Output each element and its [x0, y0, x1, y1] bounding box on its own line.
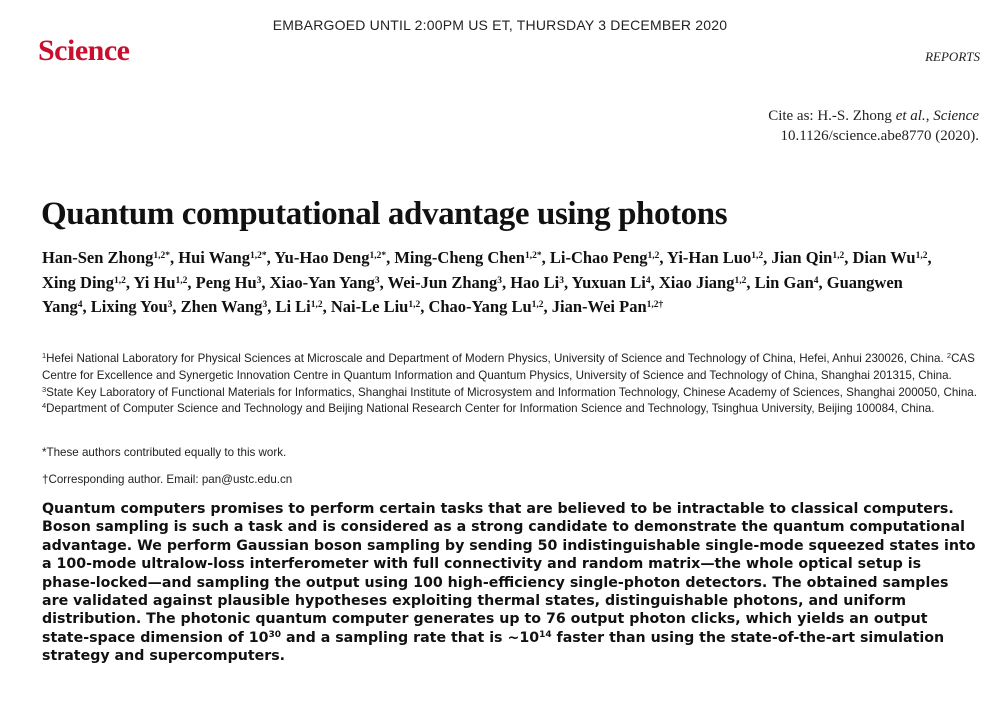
- author-name: Xiao-Yan Yang: [269, 272, 375, 292]
- author: Jian Qin$^{1,2}$,: [771, 248, 853, 267]
- author-name: Guangwen Yang: [42, 272, 903, 316]
- author-affiliation-marker: 1,2: [175, 275, 188, 286]
- abstract-part-1: Quantum computers promises to perform certain tasks that are believed to be intractable to classical computers. Boson sampling is such a task and is considered as a strong candidate to demonstrate the quantum computational advantage. We perform Gaussian boson sampling by sending 50 indistinguishable single-mode squeezed states into a 100-mode ultralow-loss interferometer with full connectivity and random matrix—the whole optical setup is phase-locked—and sampling the output using 100 high-efficiency single-photon detectors. The obtained samples are validated against plausible hypotheses exploiting thermal states, distinguishable photons, and uniform distribution. The photonic quantum computer generates up to 76 output photon clicks, which yields an output state-space dimension of 10: [42, 501, 976, 646]
- affiliation-number: 1: [42, 351, 47, 360]
- author-name: Peng Hu: [195, 272, 257, 292]
- author: Li-Chao Peng$^{1,2}$,: [549, 248, 668, 267]
- author-affiliation-marker: 1,2*: [524, 251, 542, 261]
- author: Xiao Jiang$^{1,2}$,: [658, 272, 755, 292]
- author-affiliation-marker: 1,2: [531, 300, 544, 310]
- author-name: Nai-Le Liu: [330, 297, 409, 316]
- corresponding-author-note: †Corresponding author. Email: pan@ustc.edu.cn: [42, 473, 293, 486]
- author-affiliation-marker: 4: [77, 300, 83, 310]
- author-list: [42, 246, 942, 320]
- author: Dian Wu$^{1,2}$,: [852, 248, 932, 267]
- citation-doi: 10.1126/science.abe8770 (2020).: [780, 128, 979, 144]
- author-affiliation-marker: 3: [497, 275, 502, 286]
- author-name: Lixing You: [90, 297, 168, 316]
- author-affiliation-marker: 1,2: [751, 251, 764, 261]
- abstract-part-2: and a sampling rate that is ~10: [281, 629, 540, 646]
- affiliation-number: 4: [42, 401, 47, 411]
- author-name: Xiao Jiang: [658, 272, 735, 292]
- author: Xiao-Yan Yang$^3$,: [269, 272, 388, 292]
- author-affiliation-marker: 1,2†: [646, 300, 664, 310]
- author: Han-Sen Zhong$^{1,2*}$,: [42, 248, 179, 267]
- author-affiliation-marker: 1,2: [647, 251, 660, 261]
- author: Xing Ding$^{1,2}$,: [42, 272, 134, 292]
- author-affiliation-marker: 1,2: [113, 275, 126, 286]
- author-name: Yi Hu: [133, 272, 176, 292]
- embargo-notice: EMBARGOED UNTIL 2:00PM US ET, THURSDAY 3 DECEMBER 2020: [272, 17, 728, 33]
- author: Lixing You$^3$,: [90, 297, 181, 316]
- citation: [768, 106, 979, 146]
- journal-logo: Science: [38, 34, 130, 67]
- author-affiliation-marker: 3: [374, 275, 380, 286]
- author: Lin Gan$^4$,: [754, 272, 827, 292]
- author-name: Wei-Jun Zhang: [387, 272, 498, 292]
- author-name: Jian-Wei Pan: [551, 297, 647, 316]
- author-affiliation-marker: 3: [559, 275, 565, 286]
- author: Yi Hu$^{1,2}$,: [133, 272, 196, 292]
- author-name: Xing Ding: [42, 272, 114, 292]
- section-label: REPORTS: [925, 49, 980, 64]
- author-affiliation-marker: 1,2: [832, 251, 845, 261]
- equal-contribution-note: *These authors contributed equally to this work.: [42, 446, 287, 459]
- author-name: Lin Gan: [754, 272, 814, 292]
- author: [552, 297, 664, 316]
- author: Nai-Le Liu$^{1,2}$,: [330, 297, 429, 316]
- author-affiliation-marker: 3: [256, 275, 262, 286]
- author: Yi-Han Luo$^{1,2}$,: [667, 248, 772, 267]
- author-name: Yu-Hao Deng: [274, 248, 370, 267]
- abstract-exponent-2: 14: [539, 629, 552, 640]
- affiliation-text: CAS Centre for Excellence and Synergetic Innovation Centre in Quantum Information and Quantum Physics, University of Science and Technology of China, Shanghai 201315, China.: [42, 352, 975, 382]
- author-affiliation-marker: 4: [813, 275, 819, 286]
- citation-etal: et al.: [895, 108, 926, 124]
- citation-journal: Science: [933, 108, 979, 124]
- author-name: Han-Sen Zhong: [42, 248, 154, 267]
- author: Hui Wang$^{1,2*}$,: [178, 248, 275, 267]
- author-name: Dian Wu: [852, 248, 916, 267]
- affiliation-text: Hefei National Laboratory for Physical Sciences at Microscale and Department of Modern Physics, University of Science and Technology of China, Hefei, Anhui 230026, China.: [46, 352, 947, 365]
- author-name: Jian Qin: [771, 248, 833, 267]
- abstract-part-3: faster than using the state-of-the-art simulation strategy and supercomputers.: [42, 629, 945, 665]
- author-affiliation-marker: 3: [167, 300, 173, 310]
- author-name: Li-Chao Peng: [549, 248, 648, 267]
- author-name: Ming-Cheng Chen: [394, 248, 525, 267]
- author-name: Chao-Yang Lu: [428, 297, 532, 316]
- author: Hao Li$^3$,: [510, 272, 572, 292]
- author: Li Li$^{1,2}$,: [275, 297, 331, 316]
- citation-sep: ,: [925, 108, 934, 124]
- affiliation-number: 2: [946, 351, 952, 360]
- author: Guangwen Yang$^4$,: [42, 272, 903, 316]
- affiliation-number: 3: [42, 384, 47, 394]
- affiliation-text: Department of Computer Science and Technology and Beijing National Research Center for Information Science and Technology, Tsinghua University, Beijing 100084, China.: [46, 402, 935, 416]
- author-name: Li Li: [275, 297, 311, 316]
- author-affiliation-marker: 1,2: [310, 300, 323, 310]
- author-name: Hui Wang: [178, 248, 250, 267]
- citation-line-1: [768, 106, 979, 126]
- author: Yu-Hao Deng$^{1,2*}$,: [274, 248, 395, 267]
- author: Zhen Wang$^3$,: [180, 297, 276, 316]
- author: Peng Hu$^3$,: [195, 272, 270, 292]
- paper-title: Quantum computational advantage using photons: [41, 196, 728, 232]
- author-name: Hao Li: [510, 272, 560, 292]
- author-affiliation-marker: 1,2*: [153, 251, 171, 261]
- author-affiliation-marker: 4: [645, 275, 651, 286]
- author-affiliation-marker: 1,2*: [369, 251, 387, 261]
- author-affiliation-marker: 1,2: [408, 300, 421, 310]
- affiliations: [42, 351, 977, 418]
- affiliation-text: State Key Laboratory of Functional Materials for Informatics, Shanghai Institute of Microsystem and Information Technology, Chinese Academy of Sciences, Shanghai 200050, China.: [46, 385, 977, 399]
- author: Chao-Yang Lu$^{1,2}$,: [428, 297, 552, 316]
- author-name: Yuxuan Li: [571, 272, 646, 292]
- author-name: Yi-Han Luo: [667, 248, 752, 267]
- author-affiliation-marker: 1,2*: [250, 251, 267, 261]
- author: Wei-Jun Zhang$^3$,: [387, 272, 511, 292]
- author-affiliation-marker: 1,2: [915, 251, 928, 261]
- author: Yuxuan Li$^4$,: [571, 272, 659, 292]
- author-affiliation-marker: 1,2: [734, 275, 747, 286]
- author-name: Zhen Wang: [180, 297, 263, 316]
- abstract-exponent-1: 30: [268, 629, 281, 640]
- author-affiliation-marker: 3: [262, 300, 268, 310]
- author: Ming-Cheng Chen$^{1,2*}$,: [394, 248, 550, 267]
- citation-prefix: Cite as: H.-S. Zhong: [768, 108, 896, 124]
- abstract: [42, 500, 977, 666]
